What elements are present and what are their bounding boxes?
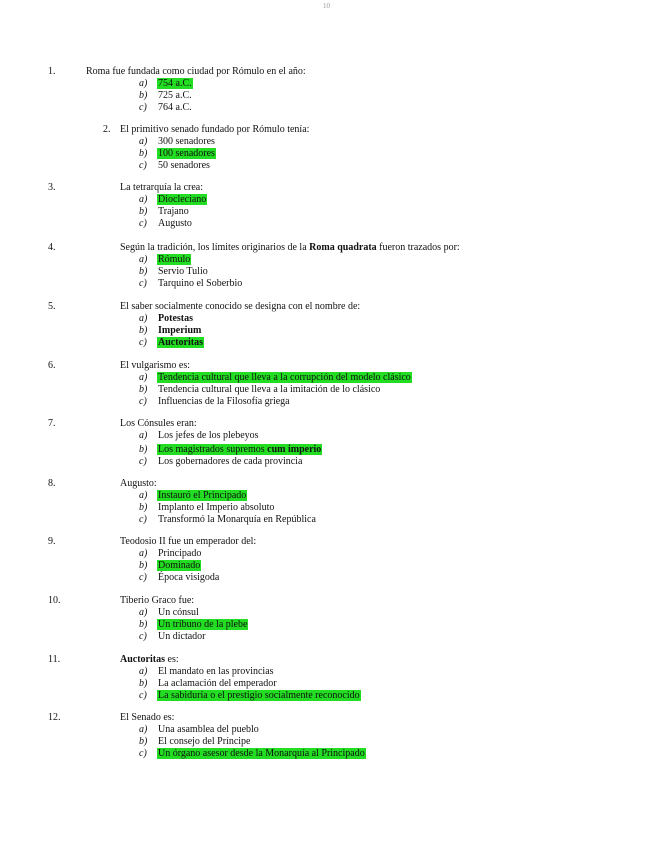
question-number: 8. [48,478,56,489]
option-c[interactable]: c) Los gobernadores de cada provincia [139,456,303,467]
option-a[interactable]: a) 300 senadores [139,136,215,147]
correct-answer: 100 senadores [158,148,215,159]
option-b[interactable]: b) La aclamación del emperador [139,678,277,689]
option-a[interactable]: a) Tendencia cultural que lleva a la corrupción del modelo clásico [139,372,411,383]
question-number: 3. [48,182,56,193]
question-stem: Los Cónsules eran: [120,418,197,429]
option-c[interactable]: c) Un dictador [139,631,206,642]
question-number: 9. [48,536,56,547]
correct-answer: 754 a.C. [158,78,192,89]
option-a[interactable]: a) El mandato en las provincias [139,666,274,677]
question-stem: Roma fue fundada como ciudad por Rómulo en el año: [86,66,306,77]
question-stem: Auctoritas es: [120,654,179,665]
question-number: 1. [48,66,56,77]
option-a[interactable]: a) Rómulo [139,254,191,265]
option-b[interactable]: b) 100 senadores [139,148,215,159]
options-list [139,430,322,468]
correct-answer: Auctoritas [158,337,203,348]
option-b[interactable]: b) Los magistrados supremos cum imperio [139,444,322,455]
correct-answer: Un tribuno de la plebe [158,619,248,630]
correct-answer: La sabiduría o el prestigio socialmente reconocido [158,690,360,701]
correct-answer: Tendencia cultural que lleva a la corrupción del modelo clásico [158,372,411,383]
option-c[interactable]: c) La sabiduría o el prestigio socialmente reconocido [139,690,360,701]
correct-answer: Diocleciano [158,194,207,205]
question-stem: El primitivo senado fundado por Rómulo tenía: [120,124,310,135]
options-list [139,254,243,290]
question-number: 10. [48,595,61,606]
correct-answer: Dominado [158,560,201,571]
option-b[interactable]: b) Dominado [139,560,201,571]
option-b[interactable]: b) Tendencia cultural que lleva a la imitación de lo clásico [139,384,381,395]
question-stem: La tetrarquía la crea: [120,182,203,193]
option-a[interactable]: a) Instauró el Principado [139,490,247,501]
correct-answer: Rómulo [158,254,191,265]
question-number: 5. [48,301,56,312]
options-list [139,313,204,349]
question-number: 4. [48,242,56,253]
options-list [139,194,207,230]
option-b[interactable]: b) Imperium [139,325,202,336]
page-number: 10 [323,2,330,10]
option-c[interactable]: c) Época visigoda [139,572,220,583]
question-number: 11. [48,654,61,665]
question-stem: Según la tradición, los límites originarios de la Roma quadrata fueron trazados por: [120,242,460,253]
option-c[interactable]: c) Augusto [139,218,192,229]
correct-answer: Los magistrados supremos cum imperio [158,444,322,455]
option-a[interactable]: a) Un cónsul [139,607,199,618]
options-list [139,372,412,408]
option-b[interactable]: b) 725 a.C. [139,90,192,101]
question-stem: El saber socialmente conocido se designa con el nombre de: [120,301,361,312]
question-stem: Augusto: [120,478,157,489]
options-list [139,607,248,643]
options-list [139,548,220,584]
options-list [139,136,216,172]
question-stem: El vulgarismo es: [120,360,190,371]
option-b[interactable]: b) El consejo del Príncipe [139,736,251,747]
option-c[interactable]: c) 50 senadores [139,160,210,171]
option-a[interactable]: a) Diocleciano [139,194,207,205]
question-stem: Teodosio II fue un emperador del: [120,536,257,547]
option-b[interactable]: b) Un tribuno de la plebe [139,619,248,630]
option-a[interactable]: a) Una asamblea del pueblo [139,724,259,735]
option-a[interactable]: a) Principado [139,548,202,559]
option-c[interactable]: c) Transformó la Monarquía en República [139,514,316,525]
option-c[interactable]: c) Un órgano asesor desde la Monarquía al Principado [139,748,365,759]
correct-answer: Instauró el Principado [158,490,247,501]
option-c[interactable]: c) Influencias de la Filosofía griega [139,396,290,407]
question-number: 2. [103,124,111,135]
options-list [139,666,361,702]
option-c[interactable]: c) Tarquino el Soberbio [139,278,243,289]
options-list [139,78,193,114]
option-a[interactable]: a) Los jefes de los plebeyos [139,430,259,441]
question-stem: El Senado es: [120,712,175,723]
option-b[interactable]: b) Implanto el Imperio absoluto [139,502,275,513]
question-number: 7. [48,418,56,429]
option-a[interactable]: a) 754 a.C. [139,78,192,89]
correct-answer: Un órgano asesor desde la Monarquía al Principado [158,748,365,759]
option-a[interactable]: a) Potestas [139,313,193,324]
question-stem: Tiberio Graco fue: [120,595,195,606]
options-list [139,490,317,526]
options-list [139,724,366,760]
option-c[interactable]: c) Auctoritas [139,337,203,348]
option-c[interactable]: c) 764 a.C. [139,102,192,113]
question-number: 6. [48,360,56,371]
question-number: 12. [48,712,61,723]
option-b[interactable]: b) Trajano [139,206,189,217]
option-b[interactable]: b) Servio Tulio [139,266,208,277]
